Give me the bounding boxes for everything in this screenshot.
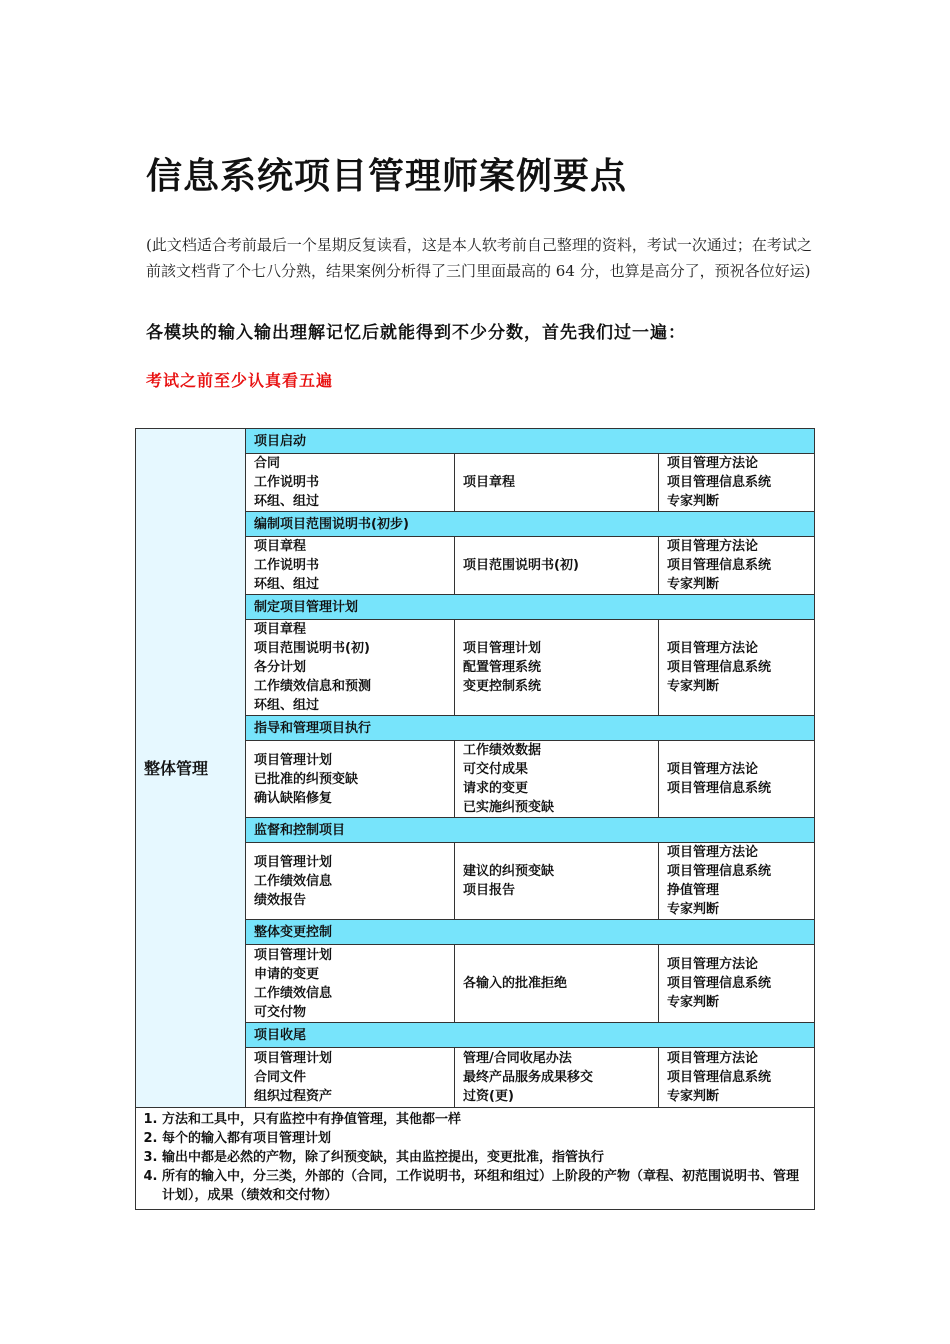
cell-line: 已实施纠预变缺 [463,800,555,815]
phase-outputs-cell [455,843,659,920]
cell-line: 管理/合同收尾办法 [463,1051,572,1066]
integration-management-table [135,428,815,1210]
intro-paragraph: (此文档适合考前最后一个星期反复读看，这是本人软考前自己整理的资料，考试一次通过；在考试之前該文档背了个七八分熟，结果案例分析得了三门里面最高的 64 分，也算是高分了，预祝各位好运) [146,236,812,280]
cell-line: 项目范围说明书(初) [254,641,370,656]
phase-header-row [136,429,815,454]
phase-inputs-cell [246,537,455,595]
cell-line: 专家判断 [667,494,720,509]
phase-inputs-cell [246,945,455,1023]
notes-row [136,1108,815,1210]
cell-line: 过资(更) [463,1089,514,1104]
cell-line: 请求的变更 [463,781,529,796]
cell-line: 确认缺陷修复 [254,790,333,806]
phase-tools-cell [659,945,815,1023]
cell-line: 项目范围说明书(初) [463,558,579,573]
cell-line: 项目章程 [463,475,516,490]
document-title: 信息系统项目管理师案例要点 [146,156,628,197]
cell-line: 项目管理信息系统 [667,475,772,490]
notes-cell [136,1108,815,1210]
cell-line: 专家判断 [667,577,720,592]
cell-line: 项目报告 [463,883,516,898]
cell-line: 项目管理计划 [254,947,333,963]
phase-title: 监督和控制项目 [246,818,815,843]
cell-line: 项目管理信息系统 [667,864,772,879]
phase-tools-cell [659,1048,815,1108]
cell-line: 工作绩效信息 [254,985,333,1001]
cell-line: 组织过程资产 [254,1089,333,1104]
subheading: 各模块的输入输出理解记忆后就能得到不少分数，首先我们过一遍： [146,323,686,343]
cell-line: 挣值管理 [667,883,720,898]
category-cell: 整体管理 [136,429,246,1108]
cell-line: 项目管理计划 [254,854,333,870]
cell-line: 项目管理信息系统 [667,781,772,796]
cell-line: 绩效报告 [254,892,307,908]
cell-line: 工作说明书 [254,475,320,490]
cell-line: 工作说明书 [254,558,320,573]
cell-line: 专家判断 [667,1089,720,1104]
phase-inputs-cell [246,843,455,920]
phase-inputs-cell [246,454,455,512]
phase-outputs-cell [455,620,659,716]
phase-inputs-cell [246,741,455,818]
note-item: 3. 输出中都是必然的产物，除了纠预变缺，其由监控提出，变更批准，指管执行 [162,1148,808,1167]
phase-title: 编制项目范围说明书(初步) [246,512,815,537]
phase-outputs-cell [455,537,659,595]
cell-line: 专家判断 [667,902,720,917]
cell-line: 项目管理方法论 [667,641,759,656]
red-reminder: 考试之前至少认真看五遍 [146,371,334,390]
cell-line: 各输入的批准拒绝 [463,976,568,991]
cell-line: 环组、组过 [254,577,320,592]
phase-tools-cell [659,537,815,595]
phase-tools-cell [659,454,815,512]
phase-inputs-cell [246,620,455,716]
cell-line: 申请的变更 [254,966,320,982]
cell-line: 变更控制系统 [463,679,542,694]
note-item: 2. 每个的输入都有项目管理计划 [162,1129,808,1148]
notes-list [142,1110,808,1205]
cell-line: 可交付物 [254,1004,307,1020]
cell-line: 可交付成果 [463,762,529,777]
phase-tools-cell [659,741,815,818]
phase-title: 整体变更控制 [246,920,815,945]
cell-line: 项目章程 [254,539,307,554]
cell-line: 建议的纠预变缺 [463,864,555,879]
cell-line: 项目管理计划 [463,641,542,656]
phase-outputs-cell [455,454,659,512]
note-item: 1. 方法和工具中，只有监控中有挣值管理，其他都一样 [162,1110,808,1129]
cell-line: 项目管理方法论 [667,1051,759,1066]
cell-line: 工作绩效信息 [254,873,333,889]
cell-line: 环组、组过 [254,494,320,509]
phase-title: 项目收尾 [246,1023,815,1048]
phase-outputs-cell [455,741,659,818]
cell-line: 配置管理系统 [463,660,542,675]
cell-line: 工作绩效信息和预测 [254,679,372,694]
note-item: 4. 所有的输入中，分三类，外部的（合同，工作说明书，环组和组过）上阶段的产物（章程、初范围说明书、管理计划），成果（绩效和交付物） [162,1167,808,1205]
cell-line: 项目章程 [254,622,307,637]
cell-line: 项目管理计划 [254,752,333,768]
phase-tools-cell [659,843,815,920]
phase-title: 制定项目管理计划 [246,595,815,620]
cell-line: 项目管理方法论 [667,845,759,860]
phase-outputs-cell [455,945,659,1023]
cell-line: 最终产品服务成果移交 [463,1070,594,1085]
cell-line: 专家判断 [667,679,720,694]
cell-line: 项目管理信息系统 [667,660,772,675]
cell-line: 工作绩效数据 [463,743,542,758]
cell-line: 项目管理信息系统 [667,558,772,573]
cell-line: 各分计划 [254,660,307,675]
cell-line: 项目管理方法论 [667,456,759,471]
cell-line: 环组、组过 [254,698,320,713]
phase-outputs-cell [455,1048,659,1108]
cell-line: 合同文件 [254,1070,307,1085]
cell-line: 项目管理方法论 [667,762,759,777]
phase-title: 指导和管理项目执行 [246,716,815,741]
cell-line: 项目管理方法论 [667,539,759,554]
cell-line: 项目管理方法论 [667,957,759,972]
cell-line: 项目管理计划 [254,1051,333,1066]
phase-title: 项目启动 [246,429,815,454]
cell-line: 项目管理信息系统 [667,976,772,991]
phase-tools-cell [659,620,815,716]
cell-line: 已批准的纠预变缺 [254,771,359,787]
cell-line: 项目管理信息系统 [667,1070,772,1085]
phase-inputs-cell [246,1048,455,1108]
cell-line: 专家判断 [667,995,720,1010]
cell-line: 合同 [254,456,281,471]
